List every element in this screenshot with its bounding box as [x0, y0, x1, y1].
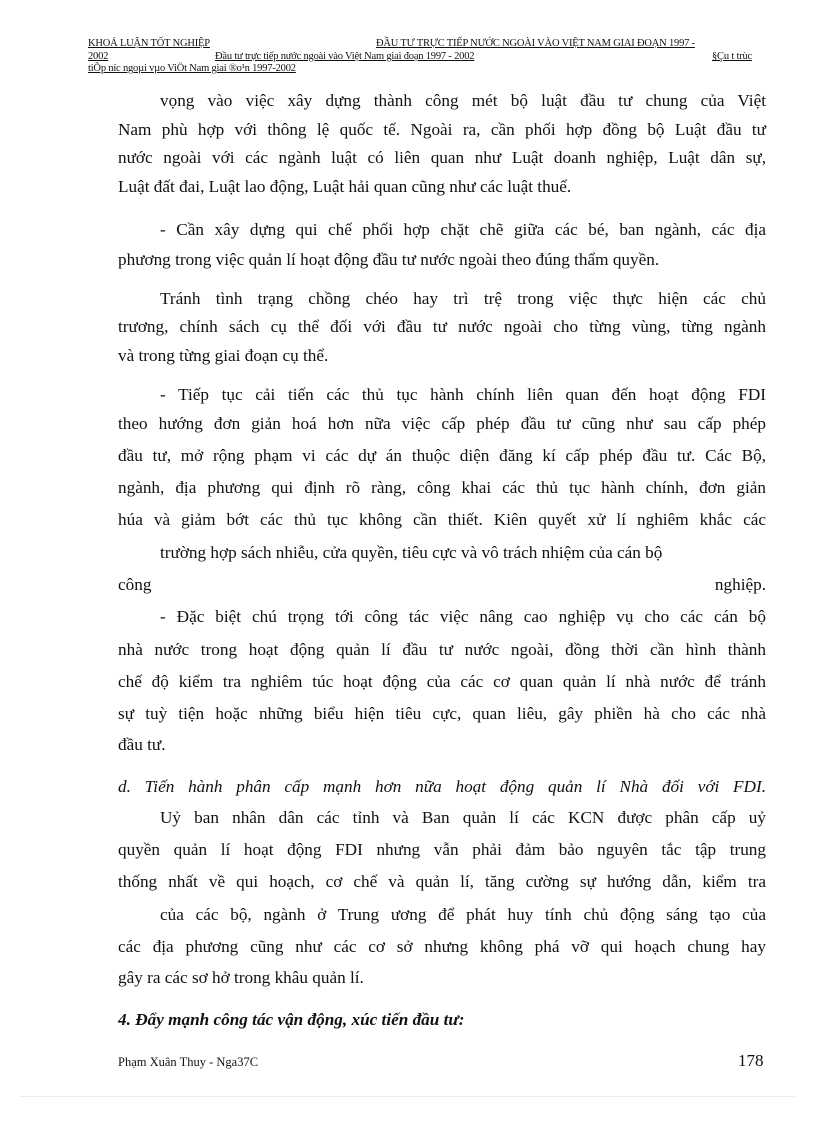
text-line: nhà nước trong hoạt động quản lí đầu tư nước ngoài, đồng thời cần hình thành	[118, 640, 766, 659]
text-line: Luật đất đai, Luật lao động, Luật hải quan cũng như các luật thuế.	[118, 177, 572, 196]
text-line: ngành, địa phương qui định rõ ràng, công khai các thủ tục hành chính, đơn giản	[118, 478, 766, 497]
text-line: công nghiệp.	[118, 575, 766, 594]
text-line: vọng vào việc xây dựng thành công mét bộ luật đầu tư chung của Việt	[160, 91, 766, 110]
text-line: đầu tư.	[118, 735, 166, 754]
text-line: thống nhất về qui hoạch, cơ chế và quản lí, tăng cường sự hướng dẫn, kiểm tra	[118, 872, 766, 891]
text-line: - Đặc biệt chú trọng tới công tác việc nâng cao nghiệp vụ cho các cán bộ	[160, 607, 766, 626]
text-line: - Cần xây dựng qui chế phối hợp chặt chẽ giữa các bé, ban ngành, các địa	[160, 220, 766, 239]
text-line: quyền quản lí hoạt động FDI nhưng vẫn phải đảm bảo nguyên tắc tập trung	[118, 840, 766, 859]
section-heading-4: 4. Đẩy mạnh công tác vận động, xúc tiến đầu tư:	[118, 1010, 465, 1029]
text-line: Nam phù hợp với thông lệ quốc tế. Ngoài ra, cần phối hợp đồng bộ Luật đầu tư	[118, 120, 766, 139]
text-line: nước ngoài với các ngành luật có liên quan như Luật doanh nghiệp, Luật dân sự,	[118, 148, 766, 167]
header-line3: tiÕp níc ngoµi vµo ViÖt Nam giai ®o¹n 1997-2002	[88, 63, 296, 74]
header-line2-right: §Çu t trùc	[712, 51, 752, 62]
text-line: và trong từng giai đoạn cụ thể.	[118, 346, 329, 365]
footer-author: Phạm Xuân Thuy - Nga37C	[118, 1055, 259, 1069]
header-line2-mid: Đầu tư trực tiếp nước ngoài vào Việt Nam giai đoạn 1997 - 2002	[215, 51, 475, 62]
header-right: ĐẦU TƯ TRỰC TIẾP NƯỚC NGOÀI VÀO VIỆT NAM GIAI ĐOẠN 1997 -	[376, 38, 695, 49]
header-line2-left: 2002	[88, 51, 109, 62]
text-line: của các bộ, ngành ở Trung ương để phát huy tính chủ động sáng tạo của	[160, 905, 766, 924]
text-line: đầu tư, mở rộng phạm vi các dự án thuộc diện đăng kí cấp phép đầu tư. Các Bộ,	[118, 446, 766, 465]
text-line: Tránh tình trạng chồng chéo hay trì trệ trong việc thực hiện các chủ	[160, 289, 766, 308]
text-line: sự tuỳ tiện hoặc những biểu hiện tiêu cực, quan liêu, gây phiền hà cho các nhà	[118, 704, 766, 723]
text-line: - Tiếp tục cải tiến các thủ tục hành chính liên quan đến hoạt động FDI	[160, 385, 766, 404]
section-heading-d: d. Tiến hành phân cấp mạnh hơn nữa hoạt động quản lí Nhà đối với FDI.	[118, 777, 766, 796]
text-line: Uỷ ban nhân dân các tỉnh và Ban quản lí các KCN được phân cấp uỷ	[160, 808, 766, 827]
text-line: húa và giảm bớt các thủ tục không cần thiết. Kiên quyết xử lí nghiêm khắc các	[118, 510, 766, 529]
text-line: chế độ kiểm tra nghiêm túc hoạt động của các cơ quan quản lí nhà nước để tránh	[118, 672, 766, 691]
text-line: các địa phương cũng như các cơ sở nhưng không phá vỡ qui hoạch chung hay	[118, 937, 766, 956]
text-line: phương trong việc quản lí hoạt động đầu tư nước ngoài theo đúng thẩm quyền.	[118, 250, 660, 269]
text-line: gây ra các sơ hở trong khâu quản lí.	[118, 968, 364, 987]
text-line: theo hướng đơn giản hoá hơn nữa việc cấp phép đầu tư cũng như sau cấp phép	[118, 414, 766, 433]
text-line: trương, chính sách cụ thể đối với đầu tư nước ngoài cho từng vùng, từng ngành	[118, 317, 766, 336]
page-bottom-divider	[20, 1096, 796, 1097]
header-left: KHOÁ LUẬN TỐT NGHIỆP	[88, 38, 210, 49]
page-number: 178	[738, 1051, 764, 1070]
text-line: trường hợp sách nhiễu, cửa quyền, tiêu cực và vô trách nhiệm của cán bộ	[160, 543, 663, 562]
